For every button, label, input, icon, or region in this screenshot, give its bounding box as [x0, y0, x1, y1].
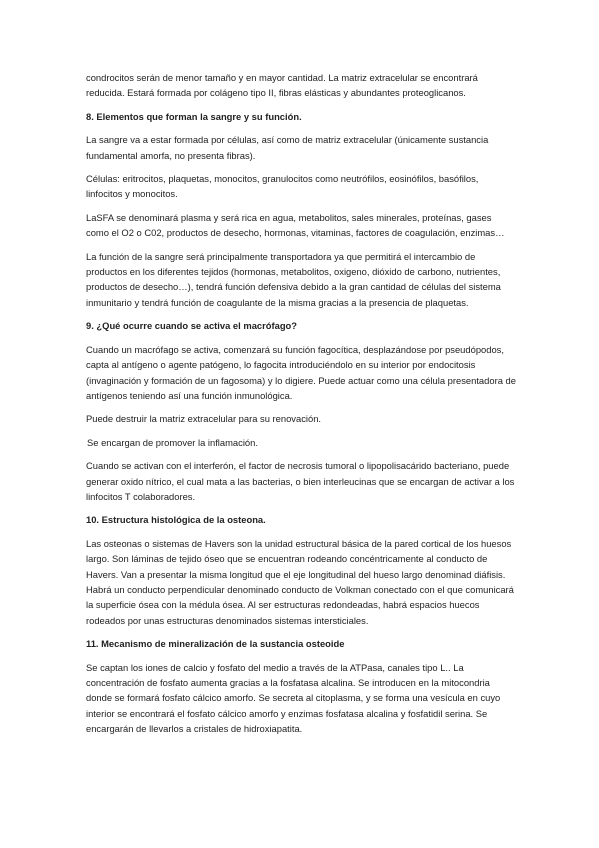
document-page — [86, 70, 516, 745]
heading-section-10: 10. Estructura histológica de la osteona. — [86, 514, 266, 526]
paragraph-blood-function: La función de la sangre será principalmente transportadora ya que permitirá el intercambio de productos en los diferentes tejidos (hormonas, metabolitos, oxigeno, dióxido de carbono, nutrientes, productos de desecho…), tendrá función defensiva debido a la gran cantidad de células del sistema inmunitario y tendrá función de coagulante de la misma gracias a la presencia de plaquetas. — [86, 250, 501, 308]
paragraph-macrophage-activation: Cuando un macrófago se activa, comenzará su función fagocítica, desplazándose por pseudópodos, capta al antígeno o agente patógeno, lo fagocita introduciéndolo en su interior por endocitosis (invaginación y formación de un fagosoma) y lo digiere. Puede actuar como una célula presentadora de antígenos teniendo así una función inmunológica. — [86, 343, 516, 401]
paragraph-plasma: LaSFA se denominará plasma y será rica en agua, metabolitos, sales minerales, proteínas, gases como el O2 o C02, productos de desecho, hormonas, vitaminas, factores de coagulación, enzimas… — [86, 211, 505, 239]
paragraph-mineralization: Se captan los iones de calcio y fosfato del medio a través de la ATPasa, canales tipo L.. La concentración de fosfato aumenta gracias a la fosfatasa alcalina. Se introducen en la mitocondria donde se formará fosfato cálcico amorfo. Se secreta al citoplasma, y se forma una vesícula en cuyo interior se encontrará el fosfato cálcico amorfo y enzimas fosfatasa alcalina y fosfatidil serina. Se encargarán de llevarlos a cristales de hidroxiapatita. — [86, 661, 501, 735]
paragraph-blood-cells: Células: eritrocitos, plaquetas, monocitos, granulocitos como neutrófilos, eosinófilos, basófilos, linfocitos y monocitos. — [86, 173, 479, 200]
paragraph-matrix-destruction: Puede destruir la matriz extracelular para su renovación. — [86, 413, 322, 425]
paragraph-blood-composition: La sangre va a estar formada por células, así como de matriz extracelular (únicamente sustancia fundamental amorfa, no presenta fibras). — [86, 134, 489, 161]
paragraph-osteon-structure: Las osteonas o sistemas de Havers son la unidad estructural básica de la pared cortical de los huesos largo. Son láminas de tejido óseo que se encuentran rodeando concéntricamente al conducto de Havers. Van a presentar la misma longitud que el eje longitudinal del hueso largo denominad diáfisis. Habrá un conducto perpendicular denominado conducto de Volkman conectado con el que comunicará la superficie ósea con la médula ósea. Al ser estructuras redondeadas, habrá espacios huecos rodeados por unas estructuras denominados sistemas intersticiales. — [86, 537, 514, 626]
paragraph-cartilage-end: condrocitos serán de menor tamaño y en mayor cantidad. La matriz extracelular se encontrará reducida. Estará formada por colágeno tipo II, fibras elásticas y abundantes proteoglicanos. — [86, 72, 478, 99]
paragraph-inflammation: Se encargan de promover la inflamación. — [87, 436, 258, 448]
heading-section-11: 11. Mecanismo de mineralización de la sustancia osteoide — [86, 638, 345, 650]
paragraph-interferon: Cuando se activan con el interferón, el factor de necrosis tumoral o lipopolisacárido bacteriano, puede generar oxido nítrico, el cual mata a las bacterias, o bien interleucinas que se encargan de activar a los linfocitos T colaboradores. — [86, 460, 515, 502]
heading-section-9: 9. ¿Qué ocurre cuando se activa el macrófago? — [86, 320, 298, 332]
heading-section-8: 8. Elementos que forman la sangre y su función. — [86, 110, 302, 122]
